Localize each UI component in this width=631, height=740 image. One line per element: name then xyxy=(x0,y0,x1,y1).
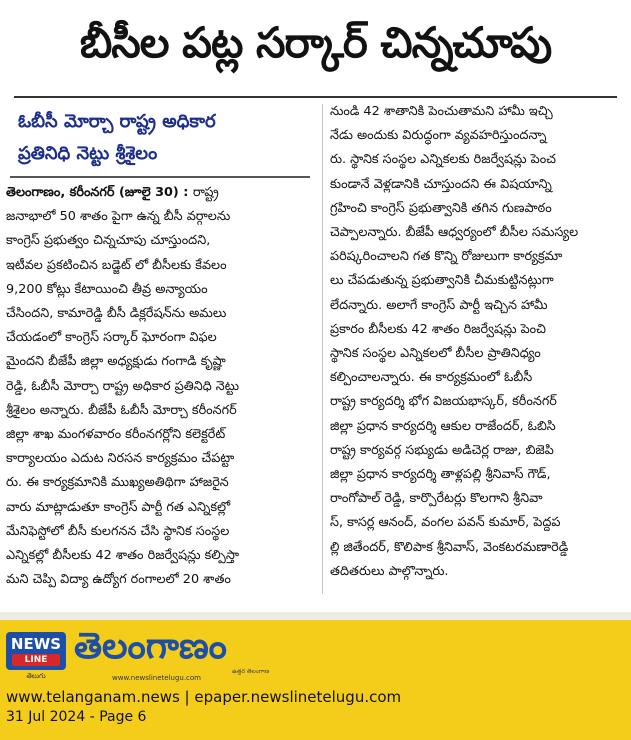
article-subheadline xyxy=(18,106,318,170)
article-line: చెప్పాలన్నారు. బీజేపీ ఆధ్వర్యంలో బీసీల సమస్యల xyxy=(330,225,579,241)
article-line: మని చెప్పి విద్యా ఉద్యోగ రంగాలలో 20 శాతం xyxy=(6,572,231,588)
issue-date-page: 31 Jul 2024 - Page 6 xyxy=(6,709,147,725)
logo-line-text: LINE xyxy=(12,654,60,666)
brand-tagline: ఉత్తర తెలంగాణ xyxy=(232,668,270,675)
article-line: కార్యాలయం ఎదుట నిరసన కార్యక్రమం చేపట్టా xyxy=(6,451,235,467)
article-line: నేడు అందుకు విరుద్ధంగా వ్యవహరిస్తుందన్నా xyxy=(330,128,547,144)
article-headline: బీసీల పట్ల సర్కార్ చిన్నచూపు xyxy=(79,18,552,67)
dateline-place: తెలంగాణం, కరీంనగర్ xyxy=(6,185,119,200)
dateline-row xyxy=(6,181,316,205)
page-edge-strip xyxy=(0,612,631,620)
headline-divider xyxy=(14,96,617,98)
article-line: కుండానే వెళ్లడానికి చూస్తుందని ఈ విషయాన్ని xyxy=(330,176,552,192)
article-line: జిల్లా శాఖ మంగళవారం కరీంనగర్లోని కలెక్టరేట్ xyxy=(6,427,226,443)
article-line: ఎన్నికల్లో బీసీలకు 42 శాతం రిజర్వేషన్లు కల్పిస్తా xyxy=(6,548,240,564)
article-line: 9,200 కోట్లు కేటాయించి తీవ్ర అన్యాయం xyxy=(6,281,208,297)
article-line: మేనిఫెస్టోలో బీసీ కులగనన చేసి స్థానిక సంస్థల xyxy=(6,523,230,539)
subheadline-divider xyxy=(10,176,310,178)
brand-url: www.newslinetelugu.com xyxy=(112,674,201,682)
article-line: లేదన్నారు. అలాగే కాంగ్రెస్ పార్టీ ఇచ్చిన హామీ xyxy=(330,297,548,313)
body-text: రాష్ట్ర xyxy=(192,185,219,200)
article-line: జనాభాలో 50 శాతం పైగా ఉన్న బీసీ వర్గాలను xyxy=(6,209,231,225)
article-line: రాంగోపాల్ రెడ్డి, కార్పొరేటర్లు కొలగాని శ్రీనివా xyxy=(330,491,543,507)
logo-subtitle: తెలుగు xyxy=(26,672,46,680)
article-line: కాంగ్రెస్ ప్రభుత్వం చిన్నచూపు చూస్తుందని, xyxy=(6,233,211,249)
telanganam-brand: తెలంగాణం xyxy=(74,626,227,667)
article-line: ఇటీవల ప్రకటించిన బడ్జెట్ లో బీసీలకు కేవలం xyxy=(6,257,227,273)
article-line: పరిష్కరించాలని గత కొన్ని రోజులుగా కార్యక్రమా xyxy=(330,249,563,265)
article-column-left xyxy=(6,181,316,592)
article-line: లు చేపడుతున్న ప్రభుత్వానికి చీమకుట్టినట్లుగా xyxy=(330,273,554,289)
subheadline-line: ప్రతినిధి నెట్టు శ్రీశైలం xyxy=(18,143,158,164)
article-line: ప్రకారం బీసీలకు 42 శాతం రిజర్వేషన్లు పెంచి xyxy=(330,321,546,337)
article-line: స్, కాసర్ల ఆనంద్, వంగల పవన్ కుమార్, పెద్దప xyxy=(330,515,561,531)
article-line: రు. స్థానిక సంస్థల ఎన్నికలకు రిజర్వేషన్లు పెంచ xyxy=(330,152,556,168)
article-line: కల్పించాలన్నారు. ఈ కార్యక్రమంలో ఓబీసీ xyxy=(330,370,533,386)
website-links[interactable]: www.telanganam.news | epaper.newslinetelugu.com xyxy=(6,688,402,706)
article-line: స్థానిక సంస్థల ఎన్నికలలో బీసీల ప్రాతినిధ్యం xyxy=(330,346,541,362)
dateline-date: (జూలై 30) xyxy=(118,185,179,200)
article-line: రు. ఈ కార్యక్రమానికి ముఖ్యఅతిథిగా హాజరైన xyxy=(6,475,229,491)
subheadline-line: ఓబీసీ మోర్చా రాష్ట్ర అధికార xyxy=(18,111,216,132)
article-line: రెడ్డి, ఓబీసీ మోర్చా రాష్ట్ర అధికార ప్రతినిధి నెట్టు xyxy=(6,378,240,394)
article-line: తదితరులు పాల్గొన్నారు. xyxy=(330,563,449,579)
article-line: చేయడంలో కాంగ్రెస్ సర్కార్ ఘోరంగా విఫల xyxy=(6,330,217,346)
article-line: జిల్లా ప్రధాన కార్యదర్శి తాళ్లపల్లి శ్రీనివాస్ గౌడ్, xyxy=(330,467,551,483)
article-line: రాష్ట్ర కార్యదర్శి భోగ విజయభాస్కర్, కరీంనగర్ xyxy=(330,394,557,410)
logo-news-text: NEWS xyxy=(10,635,62,653)
article-column-right xyxy=(330,100,626,584)
article-line: జిల్లా ప్రధాన కార్యదర్శి ఆకుల రాజేందర్, ఓబిసి xyxy=(330,418,556,434)
left-body xyxy=(6,205,316,592)
article-line: వారు మాట్లాడుతూ కాంగ్రెస్ పార్టీ గత ఎన్నికల్లో xyxy=(6,499,231,515)
column-divider xyxy=(322,104,323,594)
article-line: రాష్ట్ర కార్యవర్గ సభ్యుడు అడిచెర్ల రాజు, బిజెపి xyxy=(330,442,554,458)
article-line: శ్రీశైలం అన్నారు. బీజేపీ ఓబీసీ మోర్చా కరీంనగర్ xyxy=(6,402,237,418)
article-line: గ్రహించి కాంగ్రెస్ ప్రభుత్వానికి తగిన గుణపాఠం xyxy=(330,200,552,216)
article-line: ల్లి జితేందర్, కొలిపాక శ్రీనివాస్, వెంకటరమణారెడ్డి xyxy=(330,539,569,555)
article-line: మైందని బీజేపీ జిల్లా అధ్యక్షుడు గంగాడి కృష్ణా xyxy=(6,354,226,370)
newsline-logo xyxy=(6,632,66,670)
article-line: నుండి 42 శాతానికి పెంచుతామని హామీ ఇచ్చి xyxy=(330,104,553,119)
article-line: చేసిందని, కామారెడ్డి బీసీ డిక్లరేషన్‌ను అమలు xyxy=(6,306,227,322)
right-body xyxy=(330,100,626,584)
dateline-separator: : xyxy=(178,185,193,200)
